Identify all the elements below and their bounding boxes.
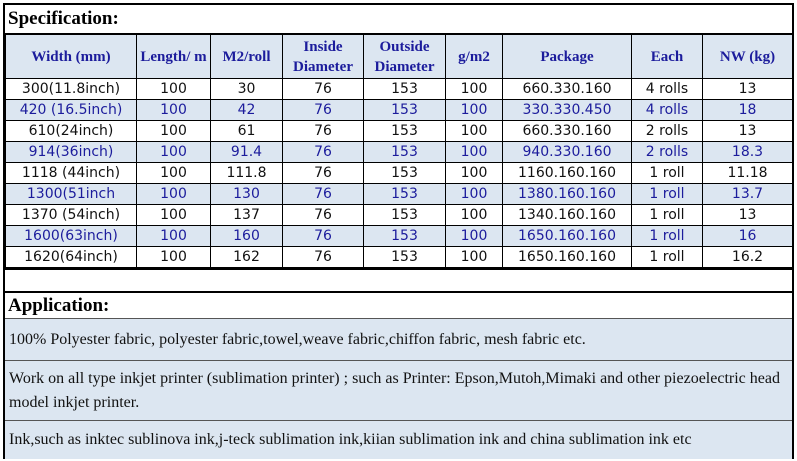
table-cell: 76 (283, 142, 364, 163)
table-row (6, 247, 793, 268)
application-item: Ink,such as inktec sublinova ink,j-teck sublimation ink,kiian sublimation ink and china sublimation ink etc (5, 420, 792, 459)
table-cell: 2 rolls (632, 121, 703, 142)
table-cell: 100 (137, 247, 211, 268)
table-cell: 100 (446, 121, 503, 142)
application-item: Work on all type inkjet printer (sublimation printer) ; such as Printer: Epson,Mutoh,Mimaki and other piezoelectric head model inkjet printer. (5, 360, 792, 420)
table-cell: 61 (211, 121, 283, 142)
table-cell: 100 (446, 226, 503, 247)
table-cell: 100 (446, 184, 503, 205)
table-cell: 153 (364, 226, 446, 247)
table-cell: 76 (283, 247, 364, 268)
table-cell: 1 roll (632, 247, 703, 268)
table-cell: 940.330.160 (503, 142, 632, 163)
table-cell: 18 (703, 100, 793, 121)
table-cell: 100 (137, 226, 211, 247)
table-cell: 13 (703, 205, 793, 226)
table-cell: 153 (364, 142, 446, 163)
table-cell: 100 (446, 205, 503, 226)
table-cell: 100 (446, 79, 503, 100)
table-cell: 4 rolls (632, 100, 703, 121)
table-cell: 11.18 (703, 163, 793, 184)
specification-table (5, 33, 793, 268)
table-cell: 1300(51inch (6, 184, 137, 205)
spec-sheet (3, 3, 794, 459)
table-cell: 100 (446, 142, 503, 163)
table-cell: 100 (137, 121, 211, 142)
column-header: Outside Diameter (364, 34, 446, 79)
table-cell: 76 (283, 163, 364, 184)
table-cell: 100 (446, 100, 503, 121)
table-cell: 100 (446, 247, 503, 268)
table-cell: 30 (211, 79, 283, 100)
table-cell: 1650.160.160 (503, 226, 632, 247)
application-title: Application: (5, 291, 792, 318)
column-header: Length/ m (137, 34, 211, 79)
table-cell: 1 roll (632, 184, 703, 205)
table-cell: 153 (364, 184, 446, 205)
table-row (6, 121, 793, 142)
column-header: Each (632, 34, 703, 79)
table-cell: 1118 (44inch) (6, 163, 137, 184)
table-cell: 76 (283, 184, 364, 205)
table-row (6, 142, 793, 163)
table-cell: 100 (137, 79, 211, 100)
table-cell: 76 (283, 121, 364, 142)
table-cell: 100 (137, 142, 211, 163)
table-cell: 153 (364, 79, 446, 100)
table-cell: 1 roll (632, 205, 703, 226)
table-cell: 1340.160.160 (503, 205, 632, 226)
table-row (6, 226, 793, 247)
table-cell: 153 (364, 121, 446, 142)
table-cell: 100 (137, 100, 211, 121)
table-cell: 162 (211, 247, 283, 268)
table-row (6, 205, 793, 226)
table-cell: 100 (137, 163, 211, 184)
table-cell: 4 rolls (632, 79, 703, 100)
table-cell: 100 (137, 184, 211, 205)
table-cell: 914(36inch) (6, 142, 137, 163)
table-cell: 160 (211, 226, 283, 247)
table-header-row (6, 34, 793, 79)
table-cell: 18.3 (703, 142, 793, 163)
table-cell: 137 (211, 205, 283, 226)
column-header: Package (503, 34, 632, 79)
application-item: 100% Polyester fabric, polyester fabric,towel,weave fabric,chiffon fabric, mesh fabric etc. (5, 318, 792, 360)
table-cell: 420 (16.5inch) (6, 100, 137, 121)
column-header: Inside Diameter (283, 34, 364, 79)
table-cell: 76 (283, 205, 364, 226)
table-cell: 100 (446, 163, 503, 184)
table-cell: 76 (283, 79, 364, 100)
blank-row (5, 268, 792, 291)
table-cell: 153 (364, 205, 446, 226)
table-row (6, 79, 793, 100)
column-header: g/m2 (446, 34, 503, 79)
table-cell: 2 rolls (632, 142, 703, 163)
table-cell: 13.7 (703, 184, 793, 205)
table-cell: 1 roll (632, 163, 703, 184)
table-cell: 1650.160.160 (503, 247, 632, 268)
table-cell: 330.330.450 (503, 100, 632, 121)
table-cell: 153 (364, 100, 446, 121)
table-cell: 1370 (54inch) (6, 205, 137, 226)
table-cell: 91.4 (211, 142, 283, 163)
table-cell: 16.2 (703, 247, 793, 268)
specification-title: Specification: (8, 8, 119, 29)
table-cell: 76 (283, 100, 364, 121)
table-cell: 1600(63inch) (6, 226, 137, 247)
table-cell: 153 (364, 163, 446, 184)
table-cell: 610(24inch) (6, 121, 137, 142)
table-cell: 1160.160.160 (503, 163, 632, 184)
table-cell: 13 (703, 79, 793, 100)
column-header: NW (kg) (703, 34, 793, 79)
table-cell: 42 (211, 100, 283, 121)
table-cell: 111.8 (211, 163, 283, 184)
table-cell: 1620(64inch) (6, 247, 137, 268)
column-header: Width (mm) (6, 34, 137, 79)
table-cell: 660.330.160 (503, 121, 632, 142)
table-cell: 13 (703, 121, 793, 142)
table-cell: 100 (137, 205, 211, 226)
table-row (6, 184, 793, 205)
table-cell: 300(11.8inch) (6, 79, 137, 100)
table-cell: 1 roll (632, 226, 703, 247)
table-cell: 1380.160.160 (503, 184, 632, 205)
table-cell: 76 (283, 226, 364, 247)
table-cell: 130 (211, 184, 283, 205)
table-row (6, 163, 793, 184)
table-row (6, 100, 793, 121)
column-header: M2/roll (211, 34, 283, 79)
table-cell: 660.330.160 (503, 79, 632, 100)
table-cell: 153 (364, 247, 446, 268)
table-cell: 16 (703, 226, 793, 247)
